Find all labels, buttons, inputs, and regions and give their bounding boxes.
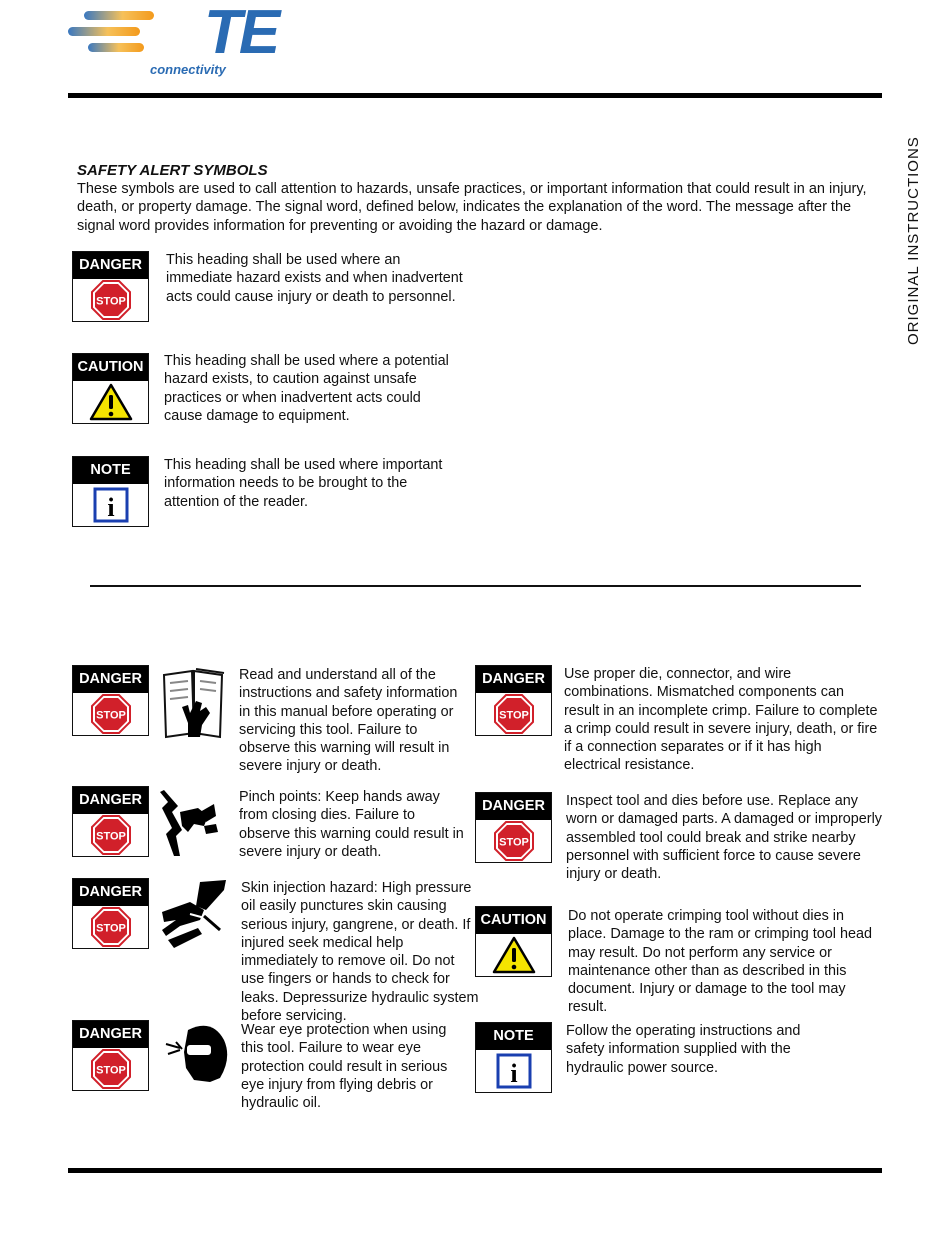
danger-label: DANGER (476, 793, 551, 820)
danger-symbol (475, 792, 552, 863)
skin-injection-icon (160, 880, 230, 952)
danger-symbol (475, 665, 552, 736)
danger-symbol (72, 665, 149, 736)
stop-icon (494, 821, 534, 861)
footer-rule (68, 1168, 882, 1173)
danger-label: DANGER (476, 666, 551, 693)
danger-symbol (72, 878, 149, 949)
note-definition: This heading shall be used where important information needs to be brought to the attention of the reader. (164, 457, 443, 510)
danger-symbol (72, 786, 149, 857)
read-manual-icon (160, 667, 230, 739)
logo-te-text: TE (204, 0, 278, 67)
warning-text: Follow the operating instructions and safety information supplied with the hydraulic power source. (566, 1023, 801, 1076)
note-symbol (72, 456, 149, 527)
warning-text: Use proper die, connector, and wire combinations. Mismatched components can result in an incomplete crimp. Failure to complete a crimp could result in severe injury, death, or fire if a connection separates or if it has high electrical resistance. (564, 666, 878, 774)
stop-text: STOP (95, 295, 126, 308)
stop-text: STOP (95, 830, 126, 843)
warning-text: Pinch points: Keep hands away from closing dies. Failure to observe this warning could result in severe injury or death. (239, 789, 464, 860)
warning-text: Do not operate crimping tool without dies in place. Damage to the ram or crimping tool head may result. Do not perform any service or maintenance other than as described in this document. Injury or damage to the tool may result. (568, 908, 872, 1016)
caution-symbol (72, 353, 149, 424)
stop-text: STOP (498, 709, 529, 722)
danger-symbol (72, 251, 149, 322)
stop-icon (91, 907, 131, 947)
danger-symbol (72, 1020, 149, 1091)
warning-icon (89, 383, 133, 421)
warning-text: Inspect tool and dies before use. Replace any worn or damaged parts. A damaged or improperly assembled tool could break and strike nearby personnel with sufficient force to cause severe injury or death. (566, 793, 882, 883)
info-glyph: i (106, 493, 115, 522)
te-connectivity-logo (66, 0, 278, 78)
eye-protection-icon (164, 1022, 234, 1094)
stop-text: STOP (95, 1064, 126, 1077)
note-label: NOTE (73, 457, 148, 484)
danger-label: DANGER (73, 1021, 148, 1048)
stop-icon (91, 815, 131, 855)
warning-text: Read and understand all of the instructions and safety information in this manual before operating or servicing this tool. Failure to observe this warning will result in severe injury or death. (239, 667, 458, 775)
logo-connectivity-text: connectivity (150, 62, 226, 77)
side-label (905, 136, 925, 545)
section-divider (90, 585, 861, 587)
stop-icon (91, 280, 131, 320)
stop-text: STOP (95, 922, 126, 935)
pinch-point-icon (158, 786, 228, 858)
caution-label: CAUTION (73, 354, 148, 381)
side-label-text: ORIGINAL INSTRUCTIONS (905, 136, 922, 345)
stop-icon (494, 694, 534, 734)
stop-text: STOP (498, 836, 529, 849)
danger-label: DANGER (73, 666, 148, 693)
warning-text: Wear eye protection when using this tool. Failure to wear eye protection could result in serious eye injury from flying debris or hydraulic oil. (241, 1022, 448, 1112)
stop-text: STOP (95, 709, 126, 722)
danger-label: DANGER (73, 879, 148, 906)
caution-definition: This heading shall be used where a potential hazard exists, to caution against unsafe practices or when inadvertent acts could cause damage to equipment. (164, 353, 449, 424)
info-icon (93, 487, 129, 523)
note-symbol (475, 1022, 552, 1093)
danger-label: DANGER (73, 787, 148, 814)
caution-symbol (475, 906, 552, 977)
stop-icon (91, 694, 131, 734)
danger-label: DANGER (73, 252, 148, 279)
section-title: SAFETY ALERT SYMBOLS (77, 162, 268, 179)
info-icon (496, 1053, 532, 1089)
danger-definition: This heading shall be used where an immediate hazard exists and when inadvertent acts could cause injury or death to personnel. (166, 252, 463, 305)
warning-text: Skin injection hazard: High pressure oil easily punctures skin causing serious injury, gangrene, or death. If injured seek medical help immediately to remove oil. Do not use fingers or hands to check for leaks. Depressurize hydraulic system before servicing. (241, 880, 479, 1025)
header-rule (68, 93, 882, 98)
logo-swoosh-icon (66, 8, 166, 54)
info-glyph: i (509, 1059, 518, 1088)
note-label: NOTE (476, 1023, 551, 1050)
caution-label: CAUTION (476, 907, 551, 934)
intro-text: These symbols are used to call attention to hazards, unsafe practices, or important information that could result in an injury, death, or property damage. The signal word, defined below, indicates the explanation of the word. The message after the signal word provides information for preventing or avoiding the hazard or damage. (77, 181, 867, 234)
stop-icon (91, 1049, 131, 1089)
warning-icon (492, 936, 536, 974)
